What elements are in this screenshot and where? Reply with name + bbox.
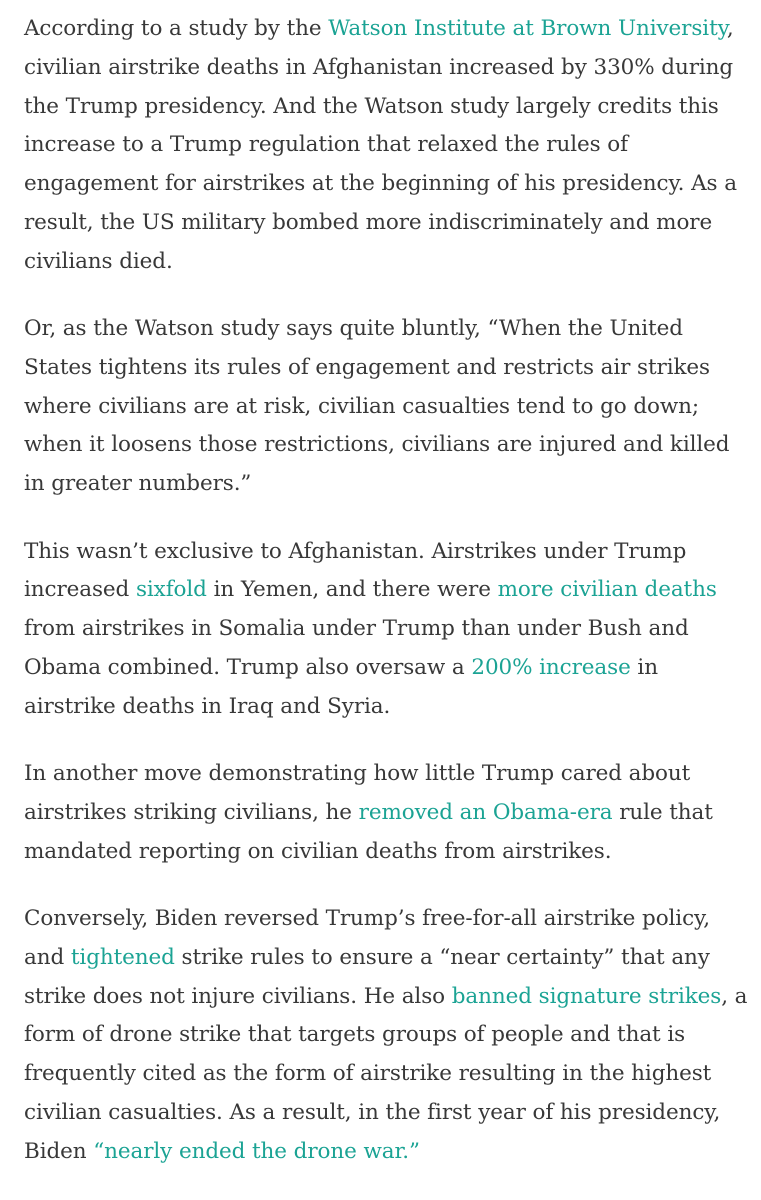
paragraph-text: , a form of drone strike that targets groups of people and that is frequently cited as the form of airstrike resulting in the highest civilian casualties. As a result, in the first year of his presidency, Biden [24,983,748,1164]
link-banned-signature-strikes[interactable]: banned signature strikes [451,983,722,1009]
paragraph-text: Conversely, Biden reversed Trump’s free-for-all airstrike policy, and [24,905,710,970]
paragraph-text: In another move demonstrating how little Trump cared about airstrikes striking civilians, he [24,761,691,825]
paragraph [24,10,748,282]
link-200-percent-increase[interactable]: 200% increase [471,654,631,680]
paragraph-text: rule that mandated reporting on civilian deaths from airstrikes. [24,799,713,864]
paragraph-text: from airstrikes in Somalia under Trump than under Bush and Obama combined. Trump also oversaw a [24,616,689,680]
link-sixfold[interactable]: sixfold [135,577,207,603]
paragraph-text: According to a study by the [24,16,329,41]
link-watson-institute[interactable]: Watson Institute at Brown University [328,16,727,41]
link-more-civilian-deaths[interactable]: more civilian deaths [497,577,717,603]
paragraph-text: in airstrike deaths in Iraq and Syria. [24,654,658,719]
link-tightened[interactable]: tightened [70,944,175,970]
link-removed-obama-era[interactable]: removed an Obama-era [358,799,613,825]
paragraph [24,755,748,871]
paragraph-text: strike rules to ensure a “near certainty” that any strike does not injure civilians. He also [24,944,710,1009]
paragraph-text: Or, as the Watson study says quite bluntly, “When the United States tightens its rules of engagement and restricts air strikes where civilians are at risk, civilian casualties tend to go down; when it loosens those restrictions, civilians are injured and killed in greater numbers.” [24,316,730,497]
link-nearly-ended-drone-war[interactable]: “nearly ended the drone war.” [93,1138,420,1164]
paragraph [24,900,748,1172]
paragraph-text: , civilian airstrike deaths in Afghanistan increased by 330% during the Trump presidency. And the Watson study largely credits this increase to a Trump regulation that relaxed the rules of engagement for airstrikes at the beginning of his presidency. As a result, the US military bombed more indiscriminately and more civilians died. [24,16,737,274]
paragraph [24,533,748,727]
article-body [24,10,748,1200]
paragraph-text: in Yemen, and there were [206,577,498,603]
paragraph [24,310,748,504]
paragraph-text: This wasn’t exclusive to Afghanistan. Airstrikes under Trump increased [24,538,687,603]
